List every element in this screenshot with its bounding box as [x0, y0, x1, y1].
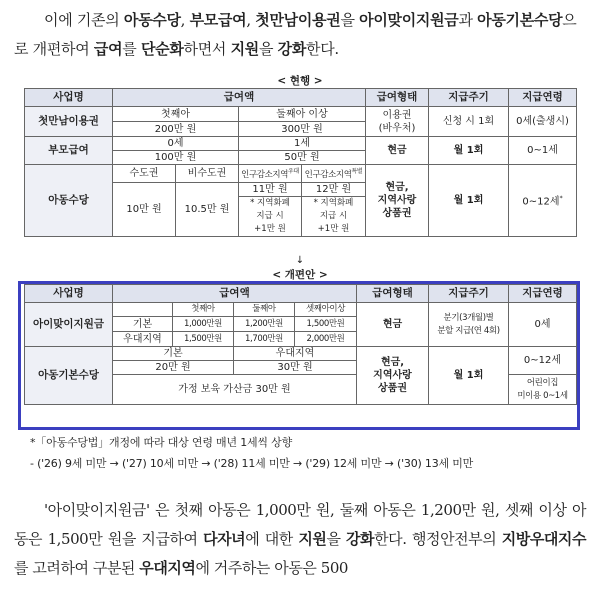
- benefit-form: 현금, 지역사랑 상품권: [357, 347, 429, 405]
- eligible-age-note: 어린이집 미이용 0~1세: [509, 375, 577, 405]
- amount-corner: [113, 303, 173, 317]
- amount-value: 1,000만원: [173, 317, 234, 332]
- header-amount: 급여액: [113, 89, 366, 107]
- program-basic-child-allowance: 아동기본수당: [25, 347, 113, 405]
- amount-value: 50만 원: [239, 151, 366, 165]
- payment-cycle: 분기(3개월)별 분할 지급(연 4회): [429, 303, 509, 347]
- amount-value: 20만 원: [113, 361, 234, 375]
- table-row: [25, 347, 577, 361]
- program-first-meeting-voucher: 첫만남이용권: [25, 107, 113, 137]
- table-row: [25, 137, 577, 151]
- table-row: [25, 107, 577, 122]
- payment-cycle: 월 1회: [429, 137, 509, 165]
- amount-subheader: 인구감소지역$^{특별}$: [302, 165, 366, 183]
- amount-value: 1,500만원: [173, 332, 234, 347]
- payment-cycle: 신청 시 1회: [429, 107, 509, 137]
- header-cycle: 지급주기: [429, 285, 509, 303]
- home-care-bonus: 가정 보육 가산금 30만 원: [113, 375, 357, 405]
- payment-cycle: 월 1회: [429, 165, 509, 237]
- eligible-age: 0~12세: [509, 347, 577, 375]
- reform-benefits-table: [24, 284, 577, 405]
- header-form: 급여형태: [366, 89, 429, 107]
- benefit-form: 현금, 지역사랑 상품권: [366, 165, 429, 237]
- header-form: 급여형태: [357, 285, 429, 303]
- amount-subheader: 우대지역: [234, 347, 357, 361]
- amount-subheader: 둘째아: [234, 303, 295, 317]
- header-cycle: 지급주기: [429, 89, 509, 107]
- table-header-row: [25, 89, 577, 107]
- amount-subheader: 수도권: [113, 165, 176, 183]
- header-age: 지급연령: [509, 285, 577, 303]
- footnote-schedule: - ('26) 9세 미만 → ('27) 10세 미만 → ('28) 11세 미만 → ('29) 12세 미만 → ('30) 13세 미만: [30, 457, 474, 470]
- down-arrow-icon: ↓: [295, 255, 305, 266]
- program-parent-benefit: 부모급여: [25, 137, 113, 165]
- amount-subheader: 둘째아 이상: [239, 107, 366, 122]
- amount-value: 100만 원: [113, 151, 239, 165]
- table-header-row: [25, 285, 577, 303]
- region-basic-label: 기본: [113, 317, 173, 332]
- reform-table-caption: < 개편안 >: [272, 269, 328, 281]
- amount-value: 10만 원: [113, 182, 176, 236]
- amount-subheader: 첫째아: [113, 107, 239, 122]
- program-child-allowance: 아동수당: [25, 165, 113, 237]
- outro-paragraph: '아이맞이지원금' 은 첫째 아동은 1,000만 원, 둘째 아동은 1,200만 원, 셋째 이상 아동은 1,500만 원을 지급하여 다자녀에 대한 지원을 강화한다. 행정안전부의 지방우대지수를 고려하여 구분된 우대지역에 거주하는 아동은 500: [14, 501, 587, 577]
- amount-value: 1,500만원: [295, 317, 357, 332]
- current-benefits-table: [24, 88, 577, 237]
- amount-value: 11만 원: [239, 182, 302, 196]
- amount-value: 200만 원: [113, 122, 239, 137]
- amount-value: 12만 원: [302, 182, 366, 196]
- amount-value: 300만 원: [239, 122, 366, 137]
- amount-subheader: 비수도권: [176, 165, 239, 183]
- intro-paragraph: 이에 기존의 아동수당, 부모급여, 첫만남이용권을 아이맞이지원금과 아동기본수당으로 개편하여 급여를 단순화하면서 지원을 강화한다.: [14, 11, 577, 58]
- benefit-form: 현금: [357, 303, 429, 347]
- amount-value: 30만 원: [234, 361, 357, 375]
- header-amount: 급여액: [113, 285, 357, 303]
- amount-subheader: 기본: [113, 347, 234, 361]
- table-row: [25, 165, 577, 183]
- amount-value: 10.5만 원: [176, 182, 239, 236]
- amount-subheader: 셋째아이상: [295, 303, 357, 317]
- amount-subheader: 0세: [113, 137, 239, 151]
- eligible-age: 0세: [509, 303, 577, 347]
- amount-note: * 지역화폐 지급 시 +1만 원: [302, 196, 366, 236]
- amount-value: 1,200만원: [234, 317, 295, 332]
- table-row: [25, 303, 577, 317]
- benefit-form: 이용권 (바우처): [366, 107, 429, 137]
- header-program: 사업명: [25, 89, 113, 107]
- eligible-age: 0세(출생시): [509, 107, 577, 137]
- eligible-age: 0~1세: [509, 137, 577, 165]
- program-baby-welcome-grant: 아이맞이지원금: [25, 303, 113, 347]
- amount-note: * 지역화폐 지급 시 +1만 원: [239, 196, 302, 236]
- region-preferred-label: 우대지역: [113, 332, 173, 347]
- amount-subheader: 인구감소지역$^{우대}$: [239, 165, 302, 183]
- benefit-form: 현금: [366, 137, 429, 165]
- amount-subheader: 첫째아: [173, 303, 234, 317]
- amount-value: 2,000만원: [295, 332, 357, 347]
- current-table-caption: < 현행 >: [277, 75, 323, 87]
- footnote-age-expansion: *「아동수당법」개정에 따라 대상 연령 매년 1세씩 상향: [30, 436, 292, 449]
- payment-cycle: 월 1회: [429, 347, 509, 405]
- header-program: 사업명: [25, 285, 113, 303]
- header-age: 지급연령: [509, 89, 577, 107]
- amount-subheader: 1세: [239, 137, 366, 151]
- amount-value: 1,700만원: [234, 332, 295, 347]
- eligible-age: 0~12세*: [509, 165, 577, 237]
